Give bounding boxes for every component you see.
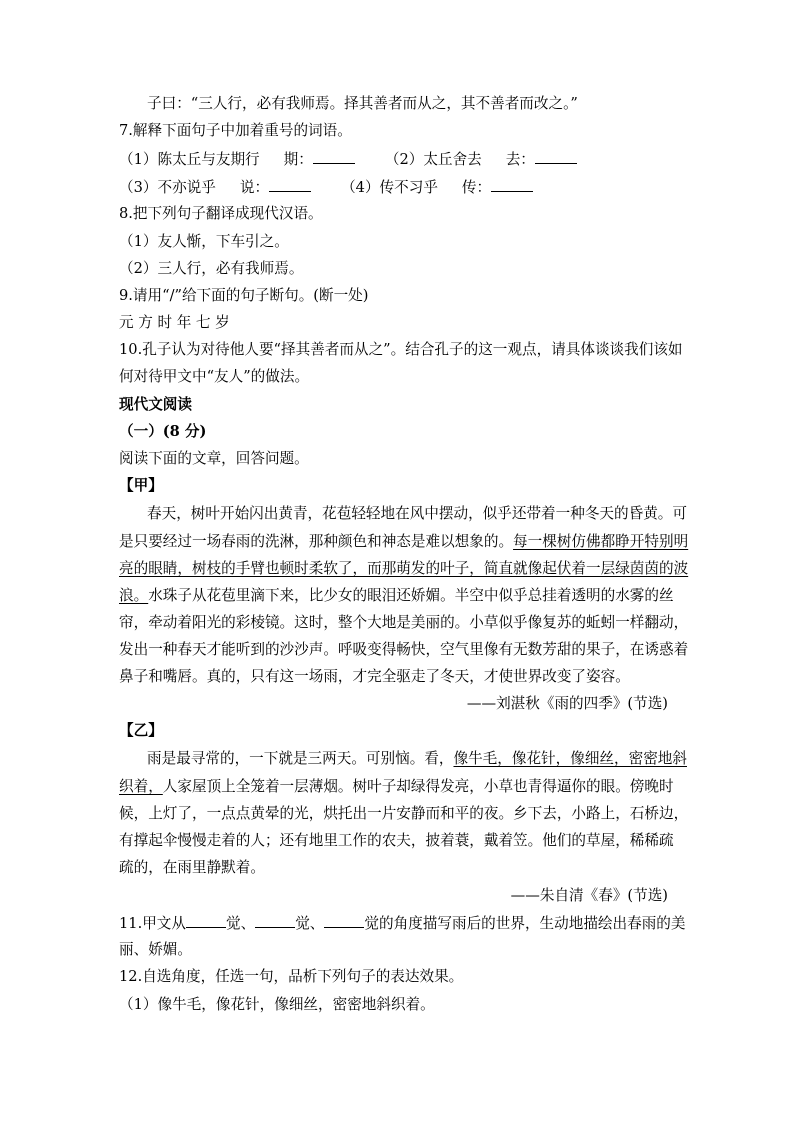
- q7-item-2-label: （2）太丘舍去: [384, 151, 482, 168]
- q7-answer-blank-4[interactable]: [491, 177, 533, 192]
- q11-text-d: 觉的角度描写雨后的世界，生动地描绘出春雨的美: [364, 915, 686, 932]
- q7-answer-blank-2[interactable]: [535, 149, 577, 164]
- q7-answer-blank-3[interactable]: [269, 177, 311, 192]
- section-title: 现代文阅读: [119, 396, 192, 413]
- q11-blank-3[interactable]: [324, 913, 364, 928]
- yi-line-3: 候，上灯了，一点点黄晕的光，烘托出一片安静而和平的夜。乡下去，小路上，石桥边，: [119, 805, 689, 822]
- jia-underlined-sentence: 每一棵树仿佛都睁开特别明: [513, 533, 689, 550]
- passage-jia-label: 【甲】: [119, 477, 163, 494]
- jia-line-1: 春天，树叶开始闪出黄青，花苞轻轻地在风中摆动，似乎还带着一种冬天的昏黄。可: [147, 505, 687, 522]
- yi-line-2: [119, 777, 674, 797]
- yi-line-4: 有撑起伞慢慢走着的人；还有地里工作的农夫，披着蓑，戴着笠。他们的草屋，稀稀疏: [119, 832, 674, 849]
- jia-line-3: 亮的眼睛，树枝的手臂也顿时柔软了，而那萌发的叶子，简直就像起伏着一层绿茵茵的波: [119, 560, 689, 577]
- jia-line-4: [119, 586, 674, 606]
- q7-title: 7.解释下面句子中加着重号的词语。: [119, 122, 352, 139]
- jia-source: ——刘湛秋《雨的四季》(节选): [466, 695, 668, 712]
- jia-line-2-plain: 是只要经过一场春雨的洗淋，那种颜色和神态是难以想象的。: [119, 533, 514, 550]
- q9-title: 9.请用“/”给下面的句子断句。(断一处): [119, 287, 369, 304]
- yi-underlined-sentence: 像牛毛，像花针，像细丝，密密地斜: [453, 750, 687, 767]
- q7-row-2: [119, 177, 533, 198]
- yi-line-5: 疏的，在雨里静默着。: [119, 859, 265, 876]
- jia-line-6: 发出一种春天才能听到的沙沙声。呼吸变得畅快，空气里像有无数芳甜的果子，在诱惑着: [119, 641, 689, 658]
- section-subtitle: （一）(8 分): [119, 423, 207, 440]
- jia-line-5: 帘，牵动着阳光的彩棱镜。这时，整个大地是美丽的。小草似乎像复苏的蚯蚓一样翻动，: [119, 614, 689, 631]
- q11-line-1: [119, 913, 685, 934]
- jia-line-4-plain: 水珠子从花苞里滴下来，比少女的眼泪还娇媚。半空中似乎总挂着透明的水雾的丝: [148, 587, 674, 604]
- yi-line-2-plain: 人家屋顶上全笼着一层薄烟。树叶子却绿得发亮，小草也青得逼你的眼。傍晚时: [162, 778, 674, 795]
- q7-item-4-label: （4）传不习乎: [341, 179, 438, 196]
- q7-item-4-word: 传：: [461, 179, 492, 196]
- passage-yi-label: 【乙】: [119, 722, 163, 739]
- jia-line-7: 鼻子和嘴唇。真的，只有这一场雨，才完全驱走了冬天，才使世界改变了姿容。: [119, 668, 630, 685]
- q10-line-1: 10.孔子认为对待他人要“择其善者而从之”。结合孔子的这一观点，请具体谈谈我们该如: [119, 341, 683, 358]
- jia-line-2: [119, 532, 688, 552]
- yi-source: ——朱自清《春》(节选): [510, 887, 668, 904]
- jia-line-4-underlined: 浪。: [119, 587, 149, 604]
- q9-sentence: 元 方 时 年 七 岁: [119, 314, 230, 331]
- q12-title: 12.自选角度，任选一句，品析下列句子的表达效果。: [119, 968, 464, 985]
- q7-item-2-word: 去：: [505, 151, 535, 168]
- q11-text-a: 11.甲文从: [119, 915, 186, 932]
- q11-line-2: 丽、娇媚。: [119, 941, 192, 958]
- q7-row-1: [119, 149, 577, 170]
- q11-blank-1[interactable]: [186, 913, 226, 928]
- q7-item-3-word: 说：: [239, 179, 270, 196]
- yi-line-1-plain: 雨是最寻常的，一下就是三两天。可别恼。看，: [147, 750, 454, 767]
- q11-text-c: 觉、: [295, 915, 325, 932]
- q11-text-b: 觉、: [226, 915, 256, 932]
- q8-item-2: （2）三人行，必有我师焉。: [119, 260, 304, 277]
- yi-line-1: [147, 749, 687, 769]
- q10-line-2: 何对待甲文中“友人”的做法。: [119, 368, 310, 385]
- q8-item-1: （1）友人惭，下车引之。: [119, 233, 289, 250]
- q11-blank-2[interactable]: [255, 913, 295, 928]
- reading-instruction: 阅读下面的文章，回答问题。: [119, 450, 309, 467]
- yi-line-2-underlined: 织着，: [119, 778, 163, 795]
- q7-item-1-word: 期：: [283, 151, 313, 168]
- confucius-quote: 子曰：“三人行，必有我师焉。择其善者而从之，其不善者而改之。”: [147, 95, 578, 112]
- q8-title: 8.把下列句子翻译成现代汉语。: [119, 205, 323, 222]
- q7-item-3-label: （3）不亦说乎: [119, 179, 216, 196]
- q12-item-1: （1）像牛毛，像花针，像细丝，密密地斜织着。: [119, 996, 435, 1013]
- q7-answer-blank-1[interactable]: [313, 149, 355, 164]
- q7-item-1-label: （1）陈太丘与友期行: [119, 151, 260, 168]
